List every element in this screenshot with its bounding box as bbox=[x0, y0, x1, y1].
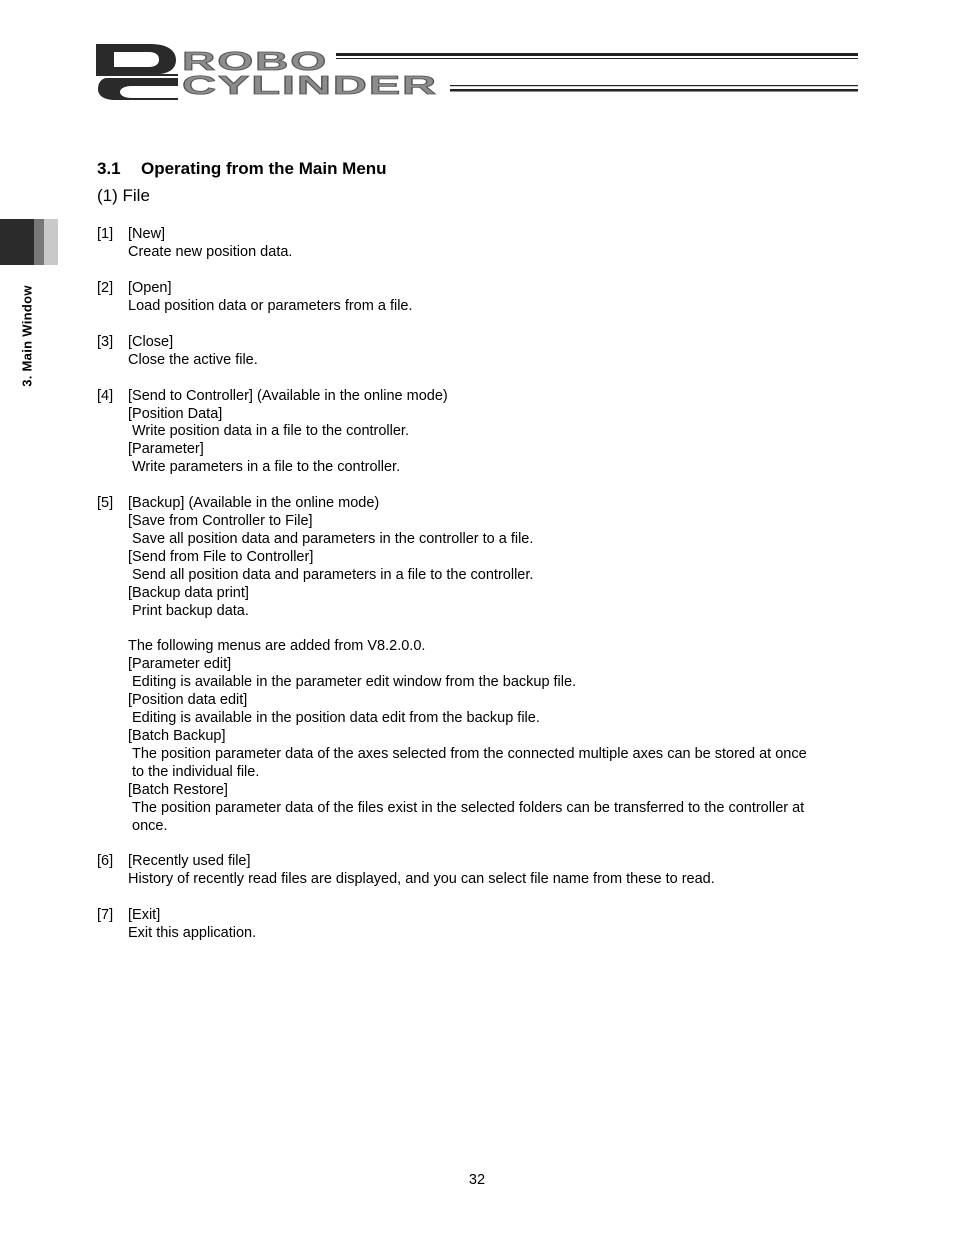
subitem-description: Write parameters in a file to the controller. bbox=[132, 459, 401, 475]
subitem-label: [Batch Backup] bbox=[128, 728, 226, 744]
section-number: 3.1 bbox=[97, 159, 121, 178]
item-label: [Exit] bbox=[128, 907, 161, 923]
item-number: [2] bbox=[97, 280, 114, 296]
subitem-description: Send all position data and parameters in a file to the controller. bbox=[132, 567, 534, 583]
subitem-description: Print backup data. bbox=[132, 603, 249, 619]
logo-line2: CYLINDER bbox=[182, 70, 438, 100]
subitem-description: Write position data in a file to the controller. bbox=[132, 423, 409, 439]
subitem-description: Save all position data and parameters in the controller to a file. bbox=[132, 531, 534, 547]
subitem-description: The position parameter data of the axes selected from the connected multiple axes can be stored at once bbox=[132, 746, 807, 762]
subitem-label: [Parameter] bbox=[128, 441, 204, 457]
logo-line1: ROBO bbox=[182, 46, 328, 76]
chapter-side-label-text: 3. Main Window bbox=[19, 285, 35, 387]
subitem-description: Editing is available in the position data edit from the backup file. bbox=[132, 710, 540, 726]
section-title-text: Operating from the Main Menu bbox=[141, 159, 387, 178]
item-label: [Recently used file] bbox=[128, 853, 251, 869]
subitem-description: once. bbox=[132, 818, 168, 834]
subitem-label: [Position data edit] bbox=[128, 692, 248, 708]
item-label: [Backup] (Available in the online mode) bbox=[128, 495, 380, 511]
logo-graphic bbox=[96, 42, 858, 102]
subitem-label: [Position Data] bbox=[128, 406, 223, 422]
subitem-label: [Parameter edit] bbox=[128, 656, 232, 672]
chapter-tab-marker bbox=[0, 219, 58, 265]
item-label: [Send to Controller] (Available in the online mode) bbox=[128, 388, 448, 404]
version-note: The following menus are added from V8.2.0.0. bbox=[128, 638, 426, 654]
item-description: Create new position data. bbox=[128, 244, 293, 260]
page-number: 32 bbox=[468, 1172, 486, 1188]
item-number: [3] bbox=[97, 334, 114, 350]
item-number: [5] bbox=[97, 495, 114, 511]
item-number: [1] bbox=[97, 226, 114, 242]
item-description: Load position data or parameters from a file. bbox=[128, 298, 413, 314]
subitem-description: Editing is available in the parameter edit window from the backup file. bbox=[132, 674, 577, 690]
item-label: [Close] bbox=[128, 334, 174, 350]
item-description: History of recently read files are displayed, and you can select file name from these to read. bbox=[128, 871, 715, 887]
item-label: [Open] bbox=[128, 280, 172, 296]
item-number: [4] bbox=[97, 388, 114, 404]
section-title bbox=[97, 159, 387, 179]
item-label: [New] bbox=[128, 226, 166, 242]
subitem-description: to the individual file. bbox=[132, 764, 260, 780]
subsection-title: (1) File bbox=[97, 186, 150, 205]
item-number: [6] bbox=[97, 853, 114, 869]
robo-cylinder-logo bbox=[96, 42, 858, 102]
item-description: Close the active file. bbox=[128, 352, 258, 368]
subitem-label: [Batch Restore] bbox=[128, 782, 228, 798]
subitem-label: [Backup data print] bbox=[128, 585, 249, 601]
item-number: [7] bbox=[97, 907, 114, 923]
subitem-description: The position parameter data of the files exist in the selected folders can be transferred to the controller at bbox=[132, 800, 805, 816]
subitem-label: [Save from Controller to File] bbox=[128, 513, 313, 529]
item-description: Exit this application. bbox=[128, 925, 257, 941]
subitem-label: [Send from File to Controller] bbox=[128, 549, 314, 565]
